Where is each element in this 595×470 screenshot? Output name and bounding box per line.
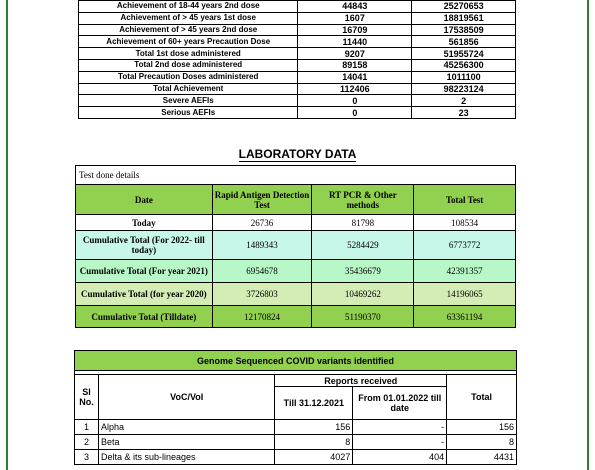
genome-from-value: - (353, 420, 447, 435)
genome-sl: 2 (75, 435, 99, 450)
genome-title: Genome Sequenced COVID variants identified (75, 351, 517, 371)
vaccination-label: Achievement of > 45 years 1st dose (79, 12, 298, 24)
genome-till-value: 4027 (275, 450, 353, 465)
genome-header-sl: Sl No. (75, 375, 99, 420)
vaccination-label: Severe AEFIs (79, 95, 298, 107)
lab-header-rtpcr: RT PCR & Other methods (312, 185, 414, 215)
lab-rat-value: 3726803 (212, 283, 312, 306)
lab-header-date: Date (76, 185, 213, 215)
lab-rtpcr-value: 5284429 (312, 231, 414, 260)
lab-total-value: 108534 (414, 215, 516, 231)
vaccination-today-value: 44843 (298, 1, 412, 13)
genome-from-value: 404 (353, 450, 447, 465)
vaccination-today-value: 112406 (298, 83, 412, 95)
lab-rat-value: 6954678 (212, 260, 312, 283)
table-row (76, 260, 516, 283)
vaccination-label: Achievement of 18-44 years 2nd dose (79, 1, 298, 13)
table-row (75, 420, 517, 435)
genome-header-till: Till 31.12.2021 (275, 387, 353, 420)
vaccination-label: Achievement of 60+ years Precaution Dose (79, 36, 298, 48)
vaccination-total-value: 17538509 (412, 24, 516, 36)
lab-row-label: Cumulative Total (For 2022- till today) (76, 231, 213, 260)
lab-rat-value: 1489343 (212, 231, 312, 260)
lab-row-label: Today (76, 215, 213, 231)
table-row (75, 435, 517, 450)
genome-till-value: 156 (275, 420, 353, 435)
table-row (79, 1, 516, 13)
vaccination-label: Total 1st dose administered (79, 48, 298, 60)
vaccination-total-value: 23 (412, 107, 516, 119)
lab-rtpcr-value: 35436679 (312, 260, 414, 283)
genome-header-voc: VoC/VoI (98, 375, 274, 420)
lab-caption: Test done details (76, 166, 516, 185)
genome-sl: 3 (75, 450, 99, 465)
lab-rtpcr-value: 10469262 (312, 283, 414, 306)
lab-rat-value: 12170824 (212, 306, 312, 328)
genome-total-value: 4431 (447, 450, 517, 465)
lab-table (75, 165, 516, 328)
table-row (76, 231, 516, 260)
lab-total-value: 6773772 (414, 231, 516, 260)
genome-header-reports: Reports received (275, 375, 447, 387)
vaccination-total-value: 2 (412, 95, 516, 107)
table-row (79, 24, 516, 36)
vaccination-total-value: 25270653 (412, 1, 516, 13)
table-row (79, 95, 516, 107)
table-row (79, 59, 516, 71)
table-row (76, 283, 516, 306)
vaccination-today-value: 0 (298, 95, 412, 107)
vaccination-total-value: 51955724 (412, 48, 516, 60)
genome-from-value: - (353, 435, 447, 450)
table-row (79, 48, 516, 60)
table-row (79, 71, 516, 83)
genome-variant-name: Beta (98, 435, 274, 450)
table-row (76, 306, 516, 328)
lab-row-label: Cumulative Total (for year 2020) (76, 283, 213, 306)
vaccination-label: Total 2nd dose administered (79, 59, 298, 71)
genome-sl: 1 (75, 420, 99, 435)
lab-row-label: Cumulative Total (For year 2021) (76, 260, 213, 283)
vaccination-label: Serious AEFIs (79, 107, 298, 119)
genome-till-value: 8 (275, 435, 353, 450)
vaccination-today-value: 0 (298, 107, 412, 119)
table-row (75, 450, 517, 465)
table-row (79, 36, 516, 48)
vaccination-total-value: 561856 (412, 36, 516, 48)
vaccination-total-value: 1011100 (412, 71, 516, 83)
vaccination-today-value: 16709 (298, 24, 412, 36)
lab-rat-value: 26736 (212, 215, 312, 231)
genome-total-value: 8 (447, 435, 517, 450)
table-row (79, 12, 516, 24)
lab-total-value: 14196065 (414, 283, 516, 306)
table-row (79, 107, 516, 119)
genome-table (74, 350, 517, 465)
vaccination-total-value: 45256300 (412, 59, 516, 71)
vaccination-today-value: 1607 (298, 12, 412, 24)
genome-variant-name: Alpha (98, 420, 274, 435)
vaccination-today-value: 14041 (298, 71, 412, 83)
vaccination-label: Total Achievement (79, 83, 298, 95)
genome-variant-name: Delta & its sub-lineages (98, 450, 274, 465)
genome-header-total: Total (447, 375, 517, 420)
vaccination-today-value: 9207 (298, 48, 412, 60)
lab-total-value: 42391357 (414, 260, 516, 283)
genome-total-value: 156 (447, 420, 517, 435)
lab-total-value: 63361194 (414, 306, 516, 328)
vaccination-table (78, 0, 516, 119)
lab-section-title: LABORATORY DATA (238, 147, 357, 161)
vaccination-total-value: 18819561 (412, 12, 516, 24)
lab-rtpcr-value: 81798 (312, 215, 414, 231)
vaccination-today-value: 89158 (298, 59, 412, 71)
lab-header-rat: Rapid Antigen Detection Test (212, 185, 312, 215)
lab-header-total: Total Test (414, 185, 516, 215)
genome-header-from: From 01.01.2022 till date (353, 387, 447, 420)
vaccination-label: Achievement of > 45 years 2nd dose (79, 24, 298, 36)
vaccination-total-value: 98223124 (412, 83, 516, 95)
lab-row-label: Cumulative Total (Tilldate) (76, 306, 213, 328)
table-row (79, 83, 516, 95)
vaccination-label: Total Precaution Doses administered (79, 71, 298, 83)
table-row (76, 215, 516, 231)
lab-rtpcr-value: 51190370 (312, 306, 414, 328)
vaccination-today-value: 11440 (298, 36, 412, 48)
